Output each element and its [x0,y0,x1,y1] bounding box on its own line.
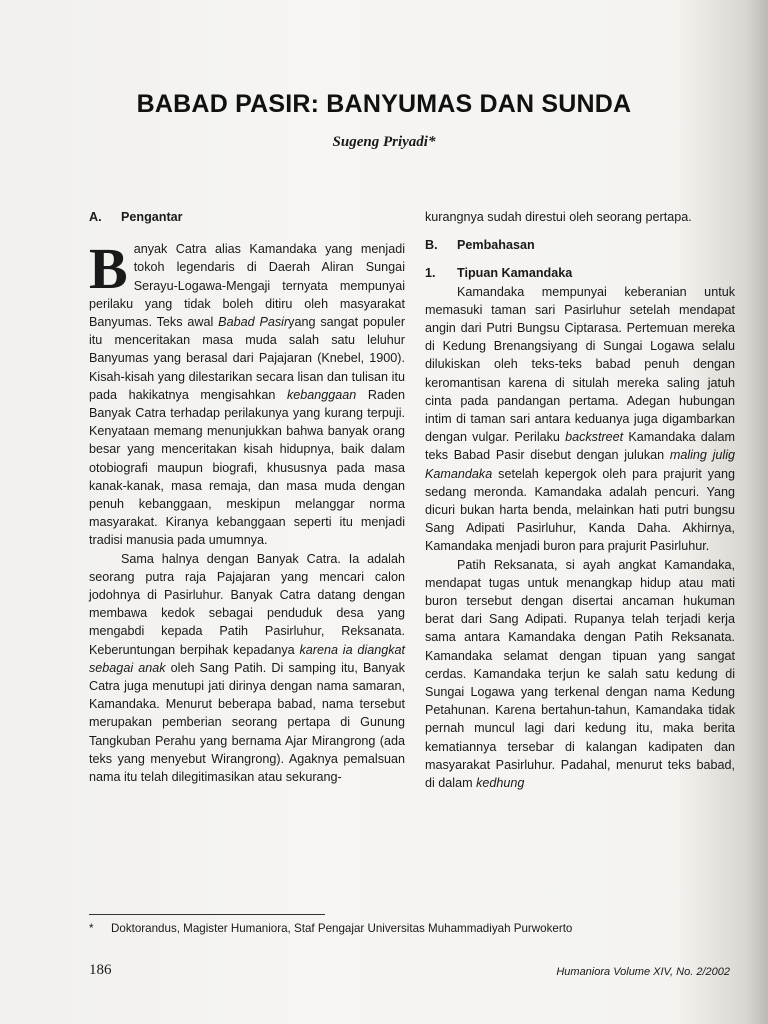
page-number: 186 [89,962,112,978]
drop-cap: B [89,236,128,302]
paragraph-intro: Banyak Catra alias Kamandaka yang menjadi tokoh legendaris di Daerah Aliran Sungai Serayu-Logawa-Mengaji ternyata mempunyai perilaku yang tidak boleh ditiru oleh masyarakat Banyumas. Teks awal Babad Pasiryang sangat populer itu menceritakan masa muda salah satu leluhur Banyumas yang berasal dari Pajajaran (Knebel, 1900). Kisah-kisah yang dilestarikan secara lisan dan tulisan itu pada hakikatnya mengisahkan kebanggaan Raden Banyak Catra terhadap perilakunya yang kurang terpuji. Kenyataan memang menunjukkan bahwa banyak orang besar yang menceritakan kisah hidupnya, baik dalam otobiografi maupun biografi, khususnya pada masa kanak-kanak, masa remaja, dan masa muda dengan penuh kebanggaan, meskipun melanggar norma masyarakat. Kiranya kebanggaan seperti itu menjadi tradisi manusia pada umumnya. [89,236,406,548]
paragraph-patih-reksanata: Patih Reksanata, si ayah angkat Kamandaka, mendapat tugas untuk menangkap hidup atau mati buron tersebut dengan disertai ancaman hukuman berat dari Sang Adipati. Rupanya telah terjadi kerja sama antara Kamandaka dengan Patih Reksanata. Kamandaka selamat dengan tipuan yang sangat cerdas. Kamandaka terjun ke salah satu kedung di Sungai Logawa yang terkenal dengan nama Kedung Petahunan. Karena bertahun-tahun, Kamandaka tidak pernah muncul lagi dari kedung itu, maka berita kematiannya tersebar di kalangan kadipaten dan masyarakat Pasirluhur. Padahal, menurut teks babad, di dalam kedhung [425,557,735,791]
article-title: BABAD PASIR: BANYUMAS DAN SUNDA [136,90,632,118]
subsection-heading-tipuan: 1. Tipuan Kamandaka [425,266,573,281]
author-footnote: * Doktorandus, Magister Humaniora, Staf Pengajar Universitas Muhammadiyah Purwokerto [89,922,573,935]
paragraph-taman-sari: Kamandaka mempunyai keberanian untuk memasuki taman sari Pasirluhur setelah mendapat angin dari Putri Bungsu Ciptarasa. Pertemuan mereka di Kedung Brenangsiyang di Sungai Logawa selalu dilukiskan oleh teks-teks babad penuh dengan keromantisan karena di situlah mereka saling jatuh cinta pada pandangan pertama. Adegan hubungan intim di taman sari antara keduanya juga digambarkan dengan vulgar. Perilaku backstreet Kamandaka dalam teks Babad Pasir disebut dengan julukan maling julig Kamandaka setelah kepergok oleh para prajurit yang sedang meronda. Kamandaka adalah pencuri. Yang dicuri bukan harta benda, melainkan hati putri bungsu Sang Adipati Pasirluhur, Kanda Daha. Akhirnya, Kamandaka menjadi buron para prajurit Pasirluhur. [425,284,736,554]
paragraph-banyak-catra: Sama halnya dengan Banyak Catra. Ia adalah seorang putra raja Pajajaran yang mencari calon jodohnya di Pasirluhur. Banyak Catra datang dengan membawa kedok sebagai penduduk desa yang mengabdi kepada Patih Pasirluhur, Reksanata. Keberuntungan berpihak kepadanya karena ia diangkat sebagai anak oleh Sang Patih. Di samping itu, Banyak Catra juga menutupi jati dirinya dengan nama samaran, Kamandaka. Menurut beberapa babad, nama tersebut merupakan pemberian seorang pertapa di Gunung Tangkuban Perahu yang bernama Ajar Mirangrong (ada teks yang menyebut Wirangrong). Agaknya pemalsuan nama itu telah dilegitimasikan atau sekurang- [89,551,406,785]
left-column [89,208,405,786]
section-heading-pembahasan: B. Pembahasan [425,238,535,253]
section-heading-pengantar: A. Pengantar [89,210,183,224]
paragraph-continuation: kurangnya sudah direstui oleh seorang pertapa. [425,210,692,224]
article-author: Sugeng Priyadi* [332,134,436,150]
running-footer: Humaniora Volume XIV, No. 2/2002 [556,966,730,978]
footnote-rule [89,914,325,915]
right-column [425,208,735,792]
